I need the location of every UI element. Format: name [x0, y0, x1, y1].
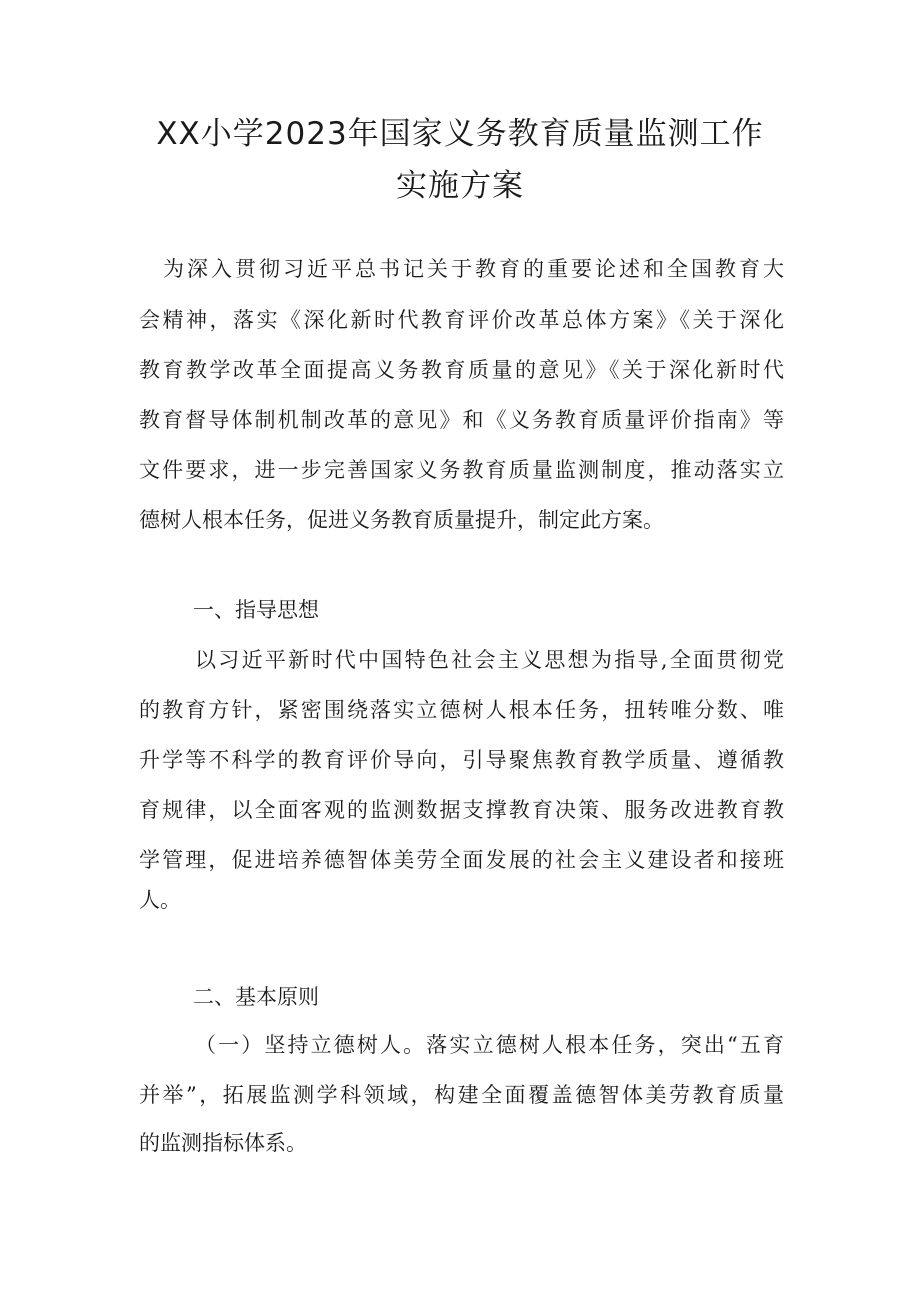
section-heading-guiding-ideology: 一、指导思想 — [193, 598, 319, 622]
document-title-line-2: 实施方案 — [396, 168, 524, 204]
section-heading-basic-principles: 二、基本原则 — [193, 985, 319, 1009]
section1-line: 以习近平新时代中国特色社会主义思想为指导,全面贯彻党 — [195, 648, 784, 672]
intro-line: 文件要求，进一步完善国家义务教育质量监测制度，推动落实立 — [139, 458, 784, 482]
intro-line: 德树人根本任务，促进义务教育质量提升，制定此方案。 — [139, 508, 664, 532]
intro-line: 教育教学改革全面提高义务教育质量的意见》《关于深化新时代 — [139, 358, 784, 382]
section2-line: 并举”，拓展监测学科领域，构建全面覆盖德智体美劳教育质量 — [139, 1083, 784, 1107]
section1-line: 的教育方针，紧密围绕落实立德树人根本任务，扭转唯分数、唯 — [139, 698, 784, 722]
intro-line: 为深入贯彻习近平总书记关于教育的重要论述和全国教育大 — [163, 257, 784, 281]
intro-line: 会精神，落实《深化新时代教育评价改革总体方案》《关于深化 — [139, 308, 784, 332]
section2-line: 的监测指标体系。 — [139, 1131, 307, 1155]
section2-line: （一）坚持立德树人。落实立德树人根本任务，突出“五育 — [195, 1033, 784, 1057]
section1-line: 人。 — [139, 888, 181, 912]
intro-line: 教育督导体制机制改革的意见》和《义务教育质量评价指南》等 — [139, 408, 784, 432]
section1-line: 育规律，以全面客观的监测数据支撑教育决策、服务改进教育教 — [139, 798, 784, 822]
section1-line: 学管理，促进培养德智体美劳全面发展的社会主义建设者和接班 — [139, 848, 784, 872]
section1-line: 升学等不科学的教育评价导向，引导聚焦教育教学质量、遵循教 — [139, 748, 784, 772]
document-title-line-1: XX小学2023年国家义务教育质量监测工作 — [156, 116, 764, 152]
